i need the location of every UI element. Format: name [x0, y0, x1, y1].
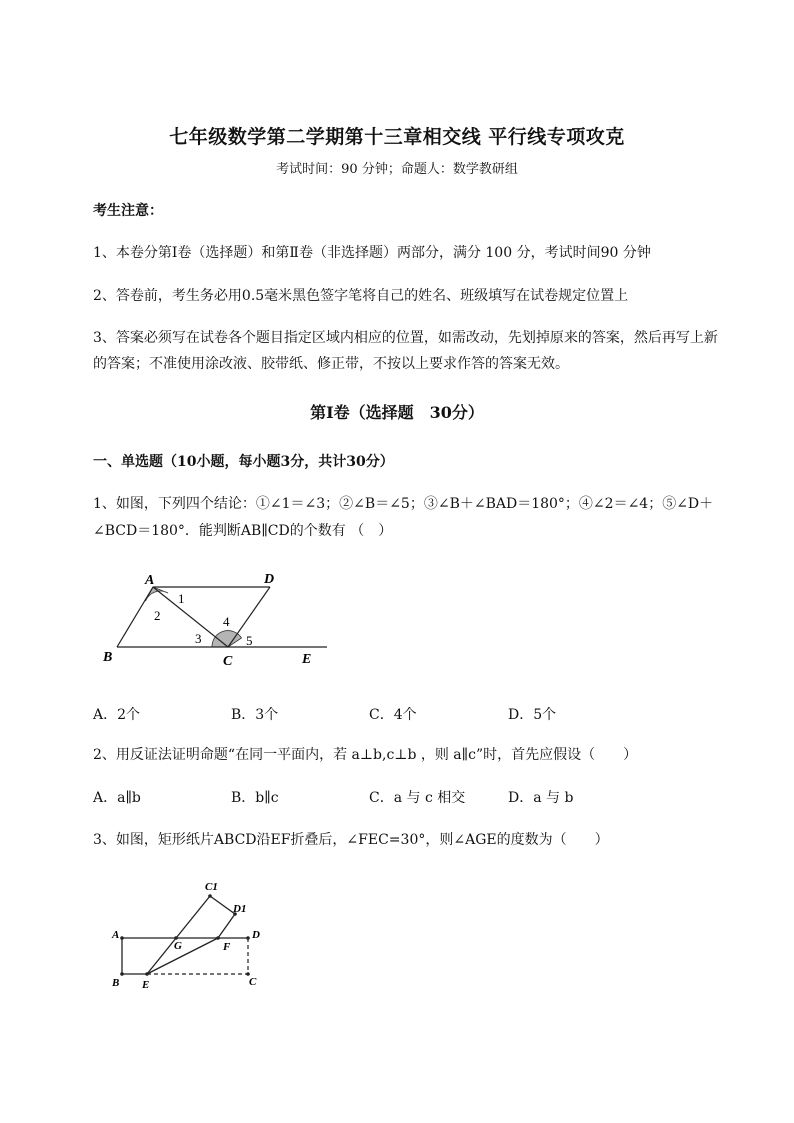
notice-item-3: 3、答案必须写在试卷各个题目指定区域内相应的位置，如需改动，先划掉原来的答案，然后再写上新 — [93, 330, 718, 346]
q3-label-b: B — [112, 977, 120, 989]
q3-label-c1: C1 — [205, 881, 218, 893]
q3-label-f: F — [223, 941, 231, 953]
q1-label-d: D — [264, 572, 275, 587]
q1-label-2: 2 — [154, 608, 161, 623]
group-heading: 一、单选题（10小题，每小题3分，共计30分） — [93, 454, 394, 470]
exam-title: 七年级数学第二学期第十三章相交线 平行线专项攻克 — [169, 126, 625, 148]
q3-label-c: C — [249, 976, 257, 988]
q1-option-b[interactable]: B．3个 — [231, 707, 279, 723]
q1-label-e: E — [302, 652, 312, 667]
q1-label-5: 5 — [246, 633, 253, 648]
q2-option-d[interactable]: D．a 与 b — [508, 790, 574, 806]
notice-heading: 考生注意： — [93, 203, 163, 219]
q1-label-3: 3 — [195, 631, 202, 646]
q2-option-b[interactable]: B．b∥c — [231, 790, 279, 806]
q2-option-c[interactable]: C．a 与 c 相交 — [369, 790, 466, 806]
q3-stem: 3、如图，矩形纸片ABCD沿EF折叠后，∠FEC=30°，则∠AGE的度数为（ ） — [93, 832, 609, 848]
q1-stem-line1: 1、如图，下列四个结论：①∠1＝∠3；②∠B＝∠5；③∠B＋∠BAD＝180°；④∠2＝∠4；⑤∠D＋ — [93, 496, 714, 512]
q1-option-a[interactable]: A．2个 — [93, 707, 141, 723]
q1-option-c[interactable]: C．4个 — [369, 707, 417, 723]
q3-line-ef — [147, 938, 218, 974]
q1-option-d[interactable]: D．5个 — [508, 707, 557, 723]
q1-stem-line2: ∠BCD＝180°．能判断AB∥CD的个数有 （ ） — [93, 523, 393, 539]
q1-figure — [95, 565, 335, 675]
q1-label-1: 1 — [178, 591, 185, 606]
q1-label-b: B — [103, 650, 113, 665]
notice-item-2: 2、答卷前，考生务必用0.5毫米黑色签字笔将自己的姓名、班级填写在试卷规定位置上 — [93, 288, 629, 304]
q3-label-d: D — [252, 929, 260, 941]
q3-line-c1d1 — [210, 896, 235, 914]
q3-label-d1: D1 — [233, 903, 247, 915]
q3-figure — [105, 875, 275, 995]
q3-label-a: A — [112, 929, 120, 941]
q2-option-a[interactable]: A．a∥b — [93, 790, 141, 806]
notice-item-1: 1、本卷分第Ⅰ卷（选择题）和第Ⅱ卷（非选择题）两部分，满分 100 分，考试时间90 分钟 — [93, 245, 651, 261]
q3-label-e: E — [142, 979, 150, 991]
q1-line-ab — [117, 587, 153, 647]
q1-label-4: 4 — [223, 614, 230, 629]
exam-subtitle: 考试时间：90 分钟；命题人：数学教研组 — [276, 162, 518, 177]
q3-line-d1f — [218, 914, 235, 938]
q1-label-c: C — [223, 654, 233, 669]
q3-label-g: G — [174, 940, 182, 952]
q3-line-ec1 — [147, 896, 210, 974]
notice-item-3-cont: 的答案；不准使用涂改液、胶带纸、修正带，不按以上要求作答的答案无效。 — [93, 356, 569, 372]
q2-stem: 2、用反证法证明命题“在同一平面内，若 a⊥b,c⊥b ，则 a∥c”时，首先应假设（ ） — [93, 747, 638, 763]
q1-label-a: A — [145, 573, 155, 588]
section-title: 第Ⅰ卷（选择题 30分） — [310, 403, 484, 422]
q1-line-ac — [153, 587, 228, 647]
